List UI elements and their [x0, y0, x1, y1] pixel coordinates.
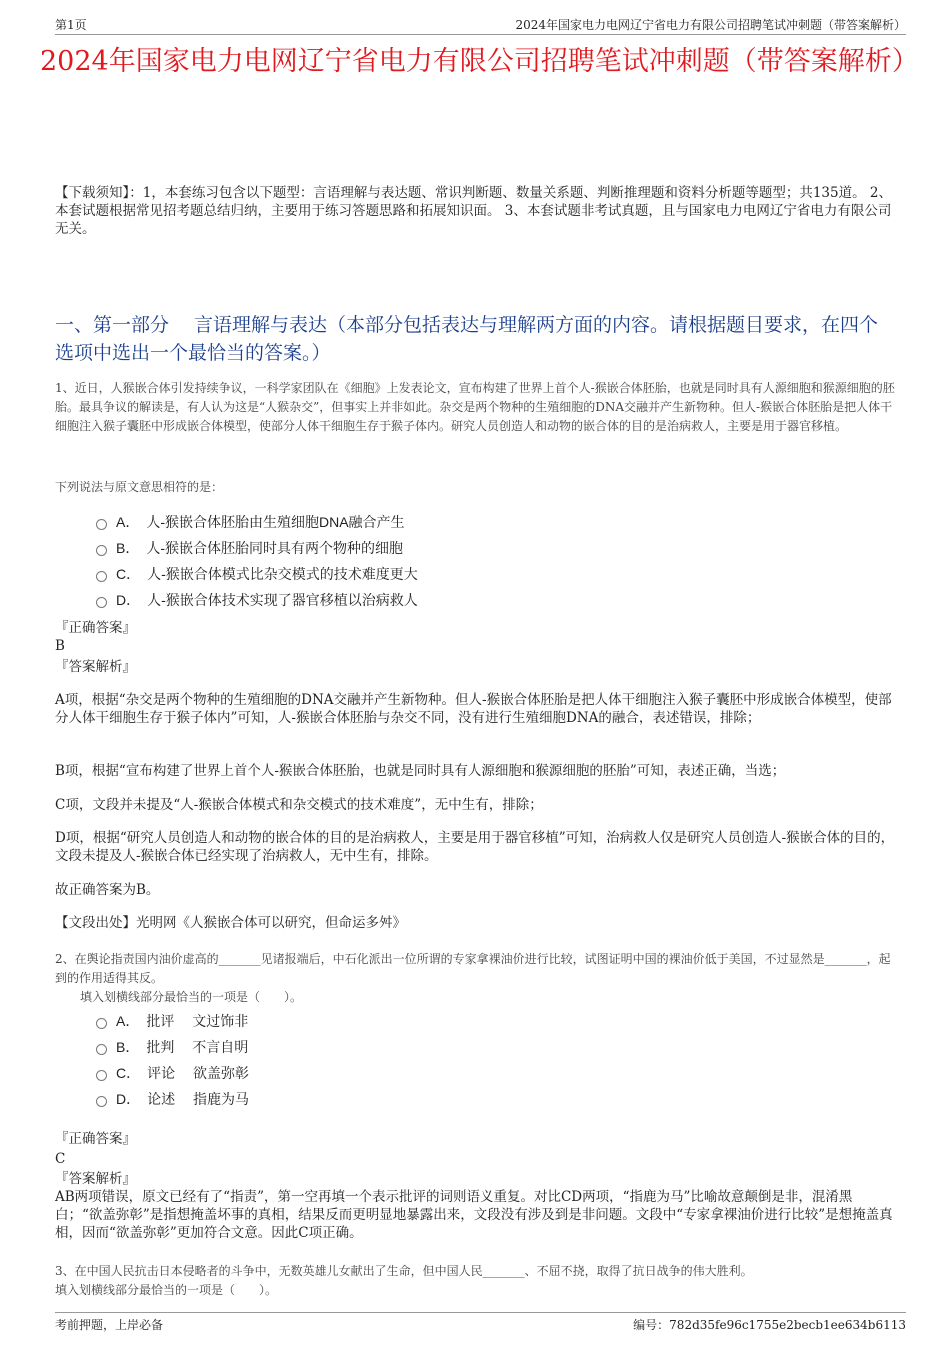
radio-icon[interactable]: [96, 545, 107, 556]
q2-options: [96, 1008, 249, 1112]
q2-answer-label: 『正确答案』: [55, 1131, 136, 1147]
q2-analysis-label: 『答案解析』: [55, 1171, 136, 1187]
q2-prompt: 填入划横线部分最恰当的一项是（ ）。: [80, 990, 303, 1004]
q1-conclusion: 故正确答案为B。: [55, 882, 160, 898]
q1-analysis-d: D项，根据“研究人员创造人和动物的嵌合体的目的是治病救人，主要是用于器官移植”可知，治病救人仅是研究人员创造人-猴嵌合体的目的，文段未提及人-猴嵌合体已经实现了治病救人，无中生有，排除。: [55, 830, 895, 864]
q2-answer: C: [55, 1151, 66, 1167]
footer-slogan: 考前押题，上岸必备: [55, 1318, 164, 1332]
download-notice: 【下载须知】：1，本套练习包含以下题型：言语理解与表达题、常识判断题、数量关系题、判断推理题和资料分析题等题型；共135道。 2、本套试题根据常见招考题总结归纳，主要用于练习答题思路和拓展知识面。 3、本套试题非考试真题，且与国家电力电网辽宁省电力有限公司无关。: [55, 185, 892, 237]
radio-icon[interactable]: [96, 571, 107, 582]
q2-option-a[interactable]: A． 批评 文过饰非: [96, 1008, 249, 1034]
radio-icon[interactable]: [96, 519, 107, 530]
q1-prompt: 下列说法与原文意思相符的是：: [55, 480, 224, 494]
q1-option-b[interactable]: B． 人-猴嵌合体胚胎同时具有两个物种的细胞: [96, 535, 418, 561]
radio-icon[interactable]: [96, 1018, 107, 1029]
q1-analysis-label: 『答案解析』: [55, 659, 136, 675]
q1-analysis-c: C项，文段并未提及“人-猴嵌合体模式和杂交模式的技术难度”，无中生有，排除；: [55, 797, 543, 813]
q3-prompt: 填入划横线部分最恰当的一项是（ ）。: [55, 1283, 278, 1297]
q2-option-c[interactable]: C． 评论 欲盖弥彰: [96, 1060, 249, 1086]
radio-icon[interactable]: [96, 1044, 107, 1055]
header-doc-title: 2024年国家电力电网辽宁省电力有限公司招聘笔试冲刺题（带答案解析）: [515, 17, 906, 32]
q3-stem: 3、在中国人民抗击日本侵略者的斗争中，无数英雄儿女献出了生命，但中国人民_______、不屈不挠，取得了抗日战争的伟大胜利。: [55, 1264, 753, 1278]
q1-analysis-b: B项，根据“宣布构建了世界上首个人-猴嵌合体胚胎，也就是同时具有人源细胞和猴源细胞的胚胎”可知，表述正确，当选；: [55, 763, 786, 779]
q1-options: [96, 509, 418, 613]
q1-analysis-a: A项，根据“杂交是两个物种的生殖细胞的DNA交融并产生新物种。但人-猴嵌合体胚胎是把人体干细胞注入猴子囊胚中形成嵌合体模型，使部分人体干细胞生存于猴子体内”可知，人-猴嵌合体胚胎与杂交不同，没有进行生殖细胞DNA的融合，表述错误，排除；: [55, 692, 892, 726]
q2-analysis: AB两项错误，原文已经有了“指责”，第一空再填一个表示批评的词则语义重复。对比CD两项，“指鹿为马”比喻故意颠倒是非，混淆黑白；“欲盖弥彰”是指想掩盖坏事的真相，结果反而更明显地暴露出来，文段没有涉及到是非问题。文段中“专家拿裸油价进行比较”是想掩盖真相，因而“欲盖弥彰”更加符合文意。因此C项正确。: [55, 1189, 893, 1241]
radio-icon[interactable]: [96, 1070, 107, 1081]
q1-option-a[interactable]: A． 人-猴嵌合体胚胎由生殖细胞DNA融合产生: [96, 509, 418, 535]
q2-stem: 2、在舆论指责国内油价虚高的_______见诸报端后，中石化派出一位所谓的专家拿裸油价进行比较，试图证明中国的裸油价低于美国，不过显然是_______，起到的作用适得其反。: [55, 952, 891, 985]
q1-source: 【文段出处】光明网《人猴嵌合体可以研究，但命运多舛》: [55, 915, 406, 931]
q2-option-b[interactable]: B． 批判 不言自明: [96, 1034, 249, 1060]
q1-stem: 1、近日，人猴嵌合体引发持续争议，一科学家团队在《细胞》上发表论文，宣布构建了世界上首个人-猴嵌合体胚胎，也就是同时具有人源细胞和猴源细胞的胚胎。最具争议的解读是，有人认为这是“人猴杂交”，但事实上并非如此。杂交是两个物种的生殖细胞的DNA交融并产生新物种。但人-猴嵌合体胚胎是把人体干细胞注入猴子囊胚中形成嵌合体模型，使部分人体干细胞生存于猴子体内。研究人员创造人和动物的嵌合体的目的是治病救人，主要是用于器官移植。: [55, 381, 895, 433]
page-header: [55, 14, 906, 35]
q1-option-c[interactable]: C． 人-猴嵌合体模式比杂交模式的技术难度更大: [96, 561, 418, 587]
page-number: 第1页: [55, 17, 87, 32]
radio-icon[interactable]: [96, 597, 107, 608]
page-footer: [55, 1312, 906, 1333]
document-title: 2024年国家电力电网辽宁省电力有限公司招聘笔试冲刺题（带答案解析）: [40, 46, 919, 77]
q1-answer: B: [55, 638, 65, 654]
q1-answer-label: 『正确答案』: [55, 620, 136, 636]
section-heading: 一、第一部分 言语理解与表达（本部分包括表达与理解两方面的内容。请根据题目要求，在四个选项中选出一个最恰当的答案。）: [55, 314, 879, 364]
radio-icon[interactable]: [96, 1096, 107, 1107]
q1-option-d[interactable]: D． 人-猴嵌合体技术实现了器官移植以治病救人: [96, 587, 418, 613]
q2-option-d[interactable]: D． 论述 指鹿为马: [96, 1086, 249, 1112]
footer-code: 编号：782d35fe96c1755e2becb1ee634b6113: [633, 1318, 906, 1332]
